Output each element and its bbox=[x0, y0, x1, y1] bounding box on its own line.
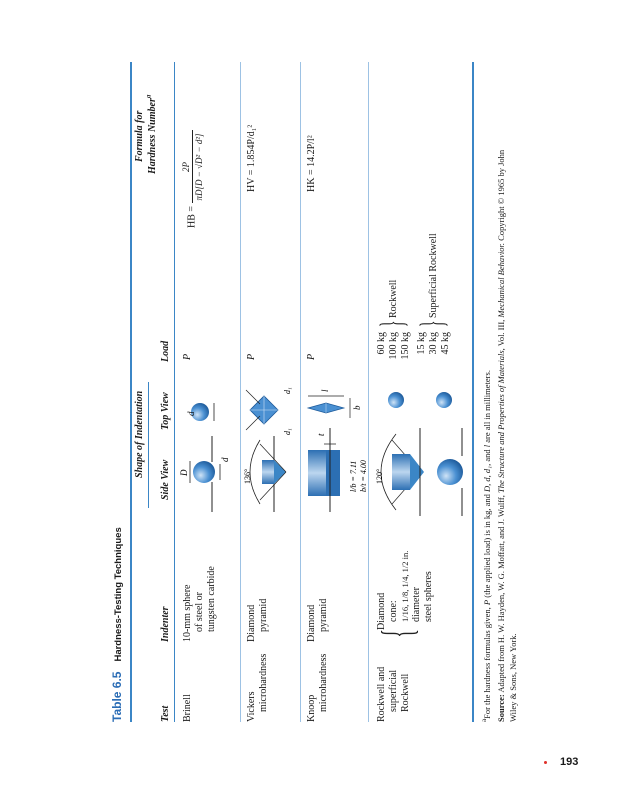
rockwell-frac-num: 1 bbox=[400, 598, 410, 603]
footnote-source-title2: Mechanical Behavior. bbox=[496, 242, 506, 318]
brinell-formula-fraction bbox=[180, 130, 205, 203]
vickers-side-diagram bbox=[240, 434, 298, 514]
knoop-test bbox=[306, 654, 330, 722]
top-rule bbox=[130, 62, 132, 722]
footnote-a-text: For the hardness formulas given, bbox=[482, 607, 492, 719]
footnote-a-text: are all in millimeters. bbox=[482, 370, 492, 443]
hardness-table bbox=[100, 62, 480, 722]
rockwell-frac-unit: in. bbox=[400, 550, 410, 560]
rockwell-loads bbox=[376, 332, 412, 366]
brinell-side-label-d: d bbox=[220, 457, 230, 462]
header-formula-text: Hardness Number bbox=[147, 98, 158, 174]
header-indenter: Indenter bbox=[160, 606, 171, 642]
footnote-a bbox=[482, 370, 493, 722]
table-title: Hardness-Testing Techniques bbox=[113, 527, 124, 662]
brinell-indenter bbox=[182, 566, 218, 642]
knoop-test-line: microhardness bbox=[318, 653, 329, 712]
superficial-load-label: Superficial Rockwell bbox=[428, 233, 439, 318]
vickers-top-label-d1b: d₁ bbox=[283, 387, 292, 394]
knoop-load: P bbox=[306, 353, 317, 360]
rockwell-test-line: Rockwell and bbox=[376, 666, 387, 722]
rockwell-side-angle: 120° bbox=[375, 468, 384, 484]
footnote-source-line2: Wiley & Sons, New York. bbox=[508, 633, 518, 722]
header-formula-line2 bbox=[144, 94, 158, 174]
rockwell-load-value: 60 kg bbox=[376, 332, 387, 355]
vickers-test bbox=[246, 654, 270, 722]
rockwell-frac-den: 16 bbox=[400, 606, 410, 616]
vickers-side-angle: 136° bbox=[243, 468, 252, 484]
header-formula-line1: Formula for bbox=[134, 110, 145, 162]
footnote-source-text: Copyright © 1965 by John bbox=[496, 149, 506, 241]
header-rule bbox=[174, 62, 175, 722]
rockwell-frac-num: 1 bbox=[400, 617, 410, 622]
row-divider bbox=[368, 62, 369, 722]
header-load: Load bbox=[160, 340, 171, 362]
rockwell-side-diagram bbox=[370, 422, 470, 518]
knoop-side-t: t bbox=[316, 433, 326, 436]
brinell-top-label: d bbox=[186, 411, 196, 416]
rockwell-indenter-brace: { bbox=[373, 629, 422, 638]
header-side-view: Side View bbox=[160, 459, 171, 500]
knoop-test-line: Knoop bbox=[306, 694, 317, 722]
footnotes bbox=[478, 62, 528, 722]
header-formula-note: a bbox=[144, 94, 153, 99]
knoop-indenter-line: pyramid bbox=[318, 598, 329, 632]
rockwell-test-line: Rockwell bbox=[400, 673, 411, 712]
vickers-load: P bbox=[246, 353, 257, 360]
knoop-top-label-b: b bbox=[352, 405, 362, 410]
footnote-a-vars: D, d, d₁, bbox=[482, 463, 492, 492]
vickers-top-label-d1a: d₁ bbox=[283, 428, 292, 435]
bottom-rule bbox=[472, 62, 474, 722]
page-bullet bbox=[544, 761, 547, 764]
rockwell-load-value: 100 kg bbox=[388, 332, 399, 360]
knoop-top-label-l: l bbox=[320, 389, 330, 392]
vickers-test-line: Vickers bbox=[246, 691, 257, 722]
header-top-view: Top View bbox=[160, 392, 171, 430]
superficial-load-value: 15 kg bbox=[416, 332, 427, 355]
rockwell-load-brace: } bbox=[374, 320, 411, 328]
rockwell-indenter-fractions: 1/16, 1/8, 1/4, 1/2 in. bbox=[400, 550, 410, 622]
rockwell-load-value: 150 kg bbox=[400, 332, 411, 360]
rockwell-test-line: superficial bbox=[388, 669, 399, 712]
row-divider bbox=[300, 62, 301, 722]
rockwell-top-diagram bbox=[380, 372, 466, 422]
rockwell-frac-den: 2 bbox=[400, 561, 410, 566]
brinell-formula-denominator: πD[D − √D² − d²] bbox=[194, 133, 204, 201]
vickers-top-diagram bbox=[242, 376, 294, 436]
page-number: 193 bbox=[560, 756, 579, 768]
rockwell-frac-num: 1 bbox=[400, 583, 410, 588]
footnote-source-text: Vol. III, bbox=[496, 319, 506, 347]
footnote-source bbox=[496, 150, 507, 722]
brinell-formula-numerator: 2P bbox=[180, 130, 193, 203]
rockwell-frac-num: 1 bbox=[400, 568, 410, 573]
footnote-frame bbox=[478, 62, 528, 722]
table-caption bbox=[108, 527, 126, 722]
vickers-indenter bbox=[246, 599, 270, 642]
brinell-side-label-D: D bbox=[179, 469, 189, 476]
knoop-indenter bbox=[306, 599, 330, 642]
brinell-formula-lhs: HB = bbox=[186, 205, 198, 228]
header-test: Test bbox=[160, 705, 171, 722]
header-shape-underline bbox=[148, 382, 149, 508]
brinell-side-diagram bbox=[176, 434, 236, 514]
footnote-a-mark: a bbox=[480, 718, 489, 722]
superficial-load-value: 30 kg bbox=[428, 332, 439, 355]
rockwell-indenter-line: diameter bbox=[411, 587, 422, 622]
brinell-indenter-line: of steel or bbox=[194, 592, 205, 632]
footnote-source-label: Source: bbox=[496, 694, 506, 722]
vickers-formula: HV = 1.854P/d₁² bbox=[246, 124, 257, 192]
superficial-load-brace: } bbox=[414, 320, 451, 328]
knoop-side-ratio2: b/t = 4.00 bbox=[359, 460, 368, 492]
footnote-source-text: Adapted from H. W. Hayden, W. G. Moffatt, and J. Wulff, bbox=[496, 495, 506, 693]
rockwell-load-label: Rockwell bbox=[388, 279, 399, 318]
brinell-load: P bbox=[182, 353, 193, 360]
rockwell-frac-den: 4 bbox=[400, 576, 410, 581]
rockwell-indenter-line: Diamond bbox=[376, 592, 387, 630]
vickers-indenter-line: pyramid bbox=[258, 598, 269, 632]
brinell-indenter-line: tungsten carbide bbox=[206, 566, 217, 632]
brinell-indenter-line: 10-mm sphere bbox=[182, 584, 193, 642]
row-divider bbox=[240, 62, 241, 722]
knoop-formula: HK = 14.2P/l² bbox=[306, 135, 317, 192]
superficial-loads bbox=[416, 332, 452, 366]
rockwell-indenter-line: steel spheres bbox=[423, 571, 434, 622]
footnote-a-text: and bbox=[482, 449, 492, 462]
footnote-a-l: l bbox=[482, 444, 492, 448]
rockwell-indenter-line: cone: bbox=[388, 600, 399, 622]
footnote-a-p: P bbox=[482, 599, 492, 606]
knoop-indenter-line: Diamond bbox=[306, 604, 317, 642]
brinell-top-diagram bbox=[182, 384, 222, 434]
footnote-source-title: The Structure and Properties of Materials, bbox=[496, 348, 506, 494]
brinell-formula bbox=[180, 130, 205, 228]
rockwell-frac-den: 8 bbox=[400, 591, 410, 596]
rockwell-test bbox=[376, 667, 412, 722]
knoop-side-ratio1: l/b = 7.11 bbox=[349, 460, 358, 492]
rockwell-indenter bbox=[376, 551, 435, 630]
footnote-a-text: (the applied load) is in kg, and bbox=[482, 494, 492, 598]
vickers-test-line: microhardness bbox=[258, 653, 269, 712]
table-number: Table 6.5 bbox=[110, 671, 124, 722]
superficial-load-value: 45 kg bbox=[440, 332, 451, 355]
header-shape-group: Shape of Indentation bbox=[134, 390, 145, 478]
vickers-indenter-line: Diamond bbox=[246, 604, 257, 642]
brinell-test: Brinell bbox=[182, 694, 193, 722]
rotated-table-frame bbox=[100, 62, 480, 722]
knoop-side-diagram bbox=[300, 424, 372, 514]
knoop-top-diagram bbox=[304, 376, 362, 436]
